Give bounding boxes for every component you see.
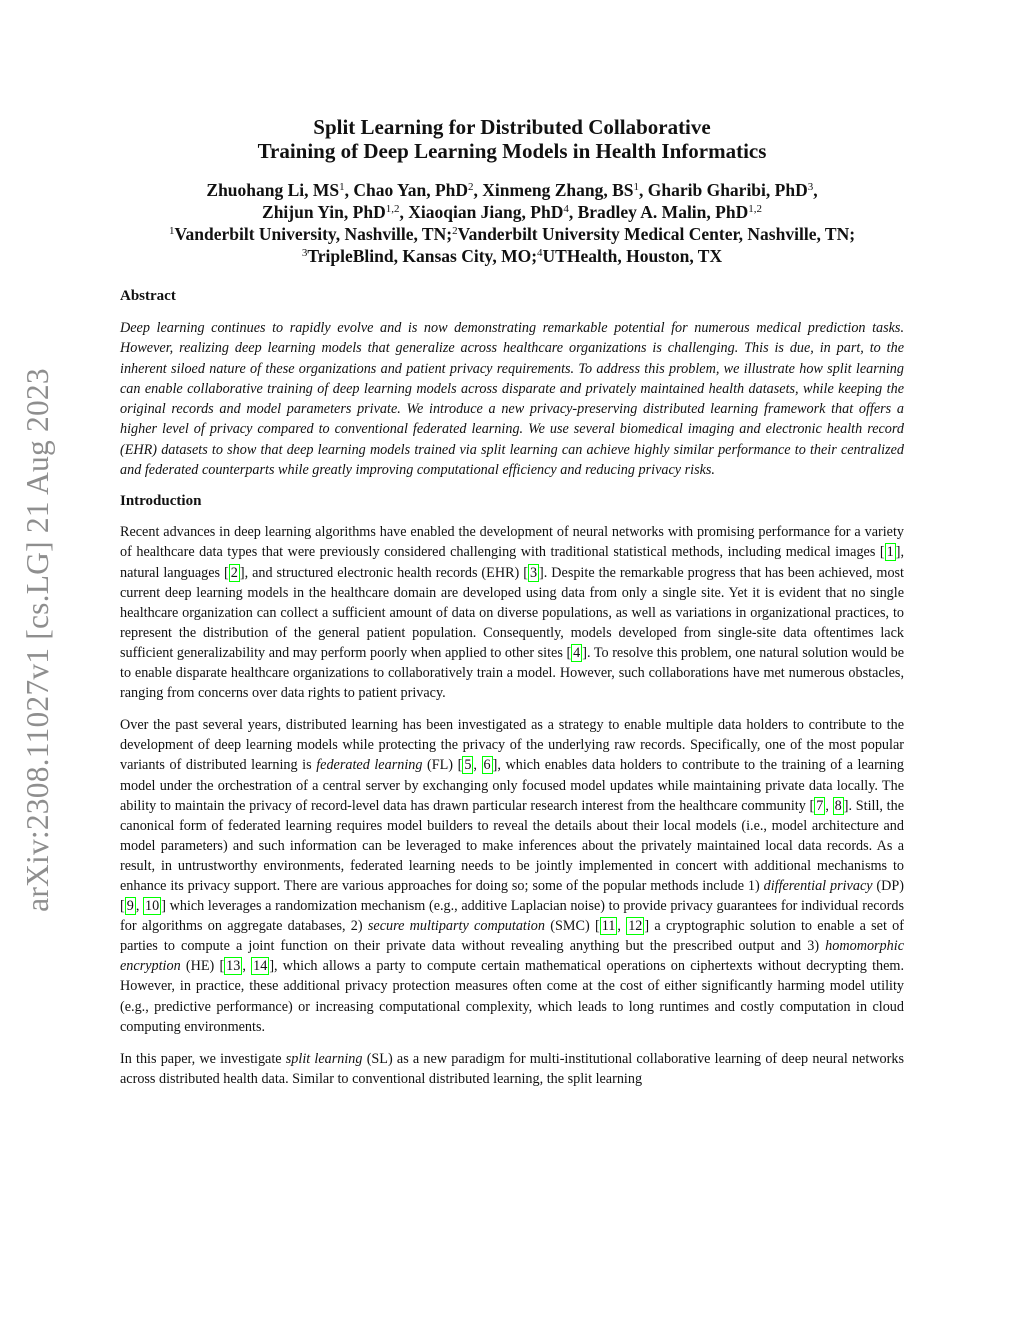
arxiv-id-text: arXiv:2308.11027v1 [cs.LG] 21 Aug 2023 bbox=[20, 368, 55, 912]
author-6: , Xiaoqian Jiang, PhD bbox=[399, 202, 564, 222]
intro-p2-text-f: ] which leverages a randomization mechanism (e.g., additive Laplacian noise) to provide privacy guarantees for individual records for algorithms on aggregate databases, 2) bbox=[120, 898, 904, 935]
abstract-heading: Abstract bbox=[120, 288, 176, 304]
author-3-affiliation: 1 bbox=[633, 181, 639, 193]
author-5: Zhijun Yin, PhD bbox=[262, 202, 386, 222]
intro-paragraph-2 bbox=[120, 715, 904, 1037]
intro-p3-text-b: (SL) as a new paradigm for multi-institutional collaborative learning of deep neural networks across distributed health data. Similar to conventional distributed learning, the split learning bbox=[120, 1050, 904, 1087]
introduction-heading: Introduction bbox=[120, 493, 202, 510]
intro-p2-text-g: (SMC) [ bbox=[545, 918, 600, 935]
citation-separator: , bbox=[473, 757, 482, 774]
intro-p1-text-d: ]. Despite the remarkable progress that has been achieved, most current deep learning models in the healthcare domain are developed using data from only a single site. Yet it is evident that no single healthcare organization can collect a sufficient amount of data on diverse populations, as well as variations in organizational practices, to represent the distribution of the general patient population. Consequently, models developed from single-site data oftentimes lack sufficient generalizability and may perform poorly when applied to other sites [ bbox=[120, 564, 904, 661]
term-secure-multiparty-computation: secure multiparty computation bbox=[367, 918, 545, 935]
author-2-affiliation: 2 bbox=[468, 181, 474, 193]
citation-separator: , bbox=[825, 797, 833, 814]
abstract-text: Deep learning continues to rapidly evolve and is now demonstrating remarkable potential for numerous medical prediction tasks. However, realizing deep learning models that generalize across healthcare organizations is challenging. This is due, in part, to the inherent siloed nature of these organizations and patient privacy requirements. To address this problem, we illustrate how split learning can enable collaborative training of deep learning models across disparate and privately maintained health datasets, while keeping the original records and model parameters private. We introduce a new privacy-preserving distributed learning framework that offers a higher level of privacy compared to conventional federated learning. We use several biomedical imaging and electronic health record (EHR) datasets to show that deep learning models trained via split learning can achieve highly similar performance to their centralized and federated counterparts while greatly improving computational efficiency and reducing privacy risks. bbox=[120, 320, 904, 479]
citation-4[interactable]: 4 bbox=[573, 644, 581, 661]
affiliation-4: UTHealth, Houston, TX bbox=[542, 246, 723, 266]
author-block: Zhuohang Li, $MS^1$, Chao Yan, PhD$^2$, Xinmeng Zhang, $BS^1$, Gharib Gharibi, PhD$^3$, Zhijun Yin, PhD$^{1,2}$, Xiaoqian Jiang, PhD$^4$, Bradley A. Malin, PhD$^{1,2}$ $^1$Vanderbilt University, Nashville, TN;$^2$Vanderbilt University Medical Center, Nashville, TN; $^3$TripleBlind, Kansas City, MO;$^4$UTHealth, Houston, TX bbox=[168, 180, 856, 266]
author-2: , Chao Yan, PhD bbox=[344, 180, 469, 200]
intro-p2-text-b: (FL) [ bbox=[422, 757, 463, 774]
title-line-2: Training of Deep Learning Models in Health Informatics bbox=[257, 139, 767, 163]
author-4: , Gharib Gharibi, PhD bbox=[639, 180, 808, 200]
intro-paragraph-1 bbox=[120, 522, 904, 703]
citation-12[interactable]: 12 bbox=[628, 918, 643, 935]
citation-6[interactable]: 6 bbox=[483, 757, 491, 774]
intro-p2-text-i: (HE) [ bbox=[180, 958, 225, 975]
arxiv-identifier bbox=[8, 340, 68, 940]
intro-p2-text-d: ]. Still, the canonical form of federated learning requires model builders to reveal the details about their local models (i.e., model architecture and model parameters) and such information can be leveraged to make inferences about the privately maintained local data records. As a result, in untrustworthy environments, federated learning needs to be jointly implemented in concert with additional mechanisms to enhance its privacy support. There are various approaches for doing so; some of the popular methods include 1) bbox=[120, 797, 905, 894]
author-1: Zhuohang Li, MS bbox=[206, 180, 340, 200]
citation-9[interactable]: 9 bbox=[126, 898, 134, 915]
citation-8[interactable]: 8 bbox=[834, 797, 842, 814]
intro-p1-text-a: Recent advances in deep learning algorithms have enabled the development of neural networks with promising performance for a variety of healthcare data types that were previously considered challenging with traditional statistical methods, including medical images [ bbox=[120, 524, 904, 561]
author-7: , Bradley A. Malin, PhD bbox=[568, 202, 749, 222]
intro-paragraph-3 bbox=[120, 1049, 904, 1089]
intro-p1-text-c: ], and structured electronic health records (EHR) [ bbox=[239, 564, 528, 581]
intro-p2-text-e: (DP) [ bbox=[120, 877, 905, 915]
paper-title bbox=[120, 115, 904, 163]
intro-p2-text-a: Over the past several years, distributed learning has been investigated as a strategy to enable multiple data holders to contribute to the development of deep learning models while protecting the privacy of the underlying raw records. Specifically, one of the most popular variants of distributed learning is bbox=[120, 717, 904, 774]
author-5-affiliation: 1,2 bbox=[385, 203, 400, 215]
citation-10[interactable]: 10 bbox=[145, 898, 160, 915]
author-6-affiliation: 4 bbox=[563, 203, 569, 215]
affiliation-4-mark: 4 bbox=[537, 247, 543, 259]
affiliation-2-mark: 2 bbox=[452, 225, 458, 237]
citation-11[interactable]: 11 bbox=[601, 918, 616, 935]
citation-separator: , bbox=[617, 918, 627, 935]
citation-1[interactable]: 1 bbox=[886, 544, 894, 561]
term-differential-privacy: differential privacy bbox=[763, 877, 873, 894]
citation-14[interactable]: 14 bbox=[253, 958, 268, 975]
author-1-affiliation: 1 bbox=[339, 181, 345, 193]
affiliation-1: Vanderbilt University, Nashville, TN; bbox=[174, 224, 453, 244]
intro-p2-text-j: ], which allows a party to compute certain mathematical operations on ciphertexts without decrypting them. However, in practice, these additional privacy protection measures often come at the cost of either significantly harming model utility (e.g., predictive performance) or increasing computational complexity, which leads to long runtimes and costly computation in cloud computing environments. bbox=[120, 958, 904, 1035]
author-4-affiliation: 3 bbox=[807, 181, 814, 193]
term-homomorphic-encryption: homomorphic encryption bbox=[120, 938, 904, 975]
affiliation-3: TripleBlind, Kansas City, MO; bbox=[307, 246, 538, 266]
intro-p1-text-b: ], natural languages [ bbox=[120, 544, 904, 581]
affiliation-1-mark: 1 bbox=[168, 225, 175, 237]
title-line-1: Split Learning for Distributed Collaborative bbox=[313, 115, 711, 139]
citation-2[interactable]: 2 bbox=[230, 564, 238, 581]
term-federated-learning: federated learning bbox=[316, 757, 423, 774]
citation-13[interactable]: 13 bbox=[226, 958, 241, 975]
citation-5[interactable]: 5 bbox=[464, 757, 472, 774]
intro-p2-text-h: ] a cryptographic solution to enable a set of parties to compute a joint function on their private data without revealing anything but the prescribed output and 3) bbox=[120, 918, 905, 955]
citation-separator: , bbox=[135, 898, 144, 915]
intro-p2-text-c: ], which enables data holders to contribute to the training of a learning model under the orchestration of a central server by exchanging only focused model updates while maintaining private data locally. The ability to maintain the privacy of record-level data has drawn particular research interest from the healthcare community [ bbox=[120, 757, 905, 814]
citation-7[interactable]: 7 bbox=[816, 797, 824, 814]
intro-p1-text-e: ]. To resolve this problem, one natural solution would be to enable disparate healthcare organizations to collaboratively train a model. However, such collaborations have met numerous obstacles, ranging from concerns over data rights to patient privacy. bbox=[120, 644, 904, 702]
intro-p3-text-a: In this paper, we investigate bbox=[120, 1050, 286, 1067]
affiliation-3-mark: 3 bbox=[301, 247, 308, 259]
citation-3[interactable]: 3 bbox=[529, 564, 538, 581]
citation-separator: , bbox=[242, 958, 252, 975]
paper-page bbox=[120, 115, 904, 1089]
term-split-learning: split learning bbox=[285, 1050, 363, 1067]
affiliation-2: Vanderbilt University Medical Center, Nashville, TN; bbox=[457, 224, 856, 244]
author-7-affiliation: 1,2 bbox=[748, 203, 762, 215]
author-3: , Xinmeng Zhang, BS bbox=[473, 180, 634, 200]
